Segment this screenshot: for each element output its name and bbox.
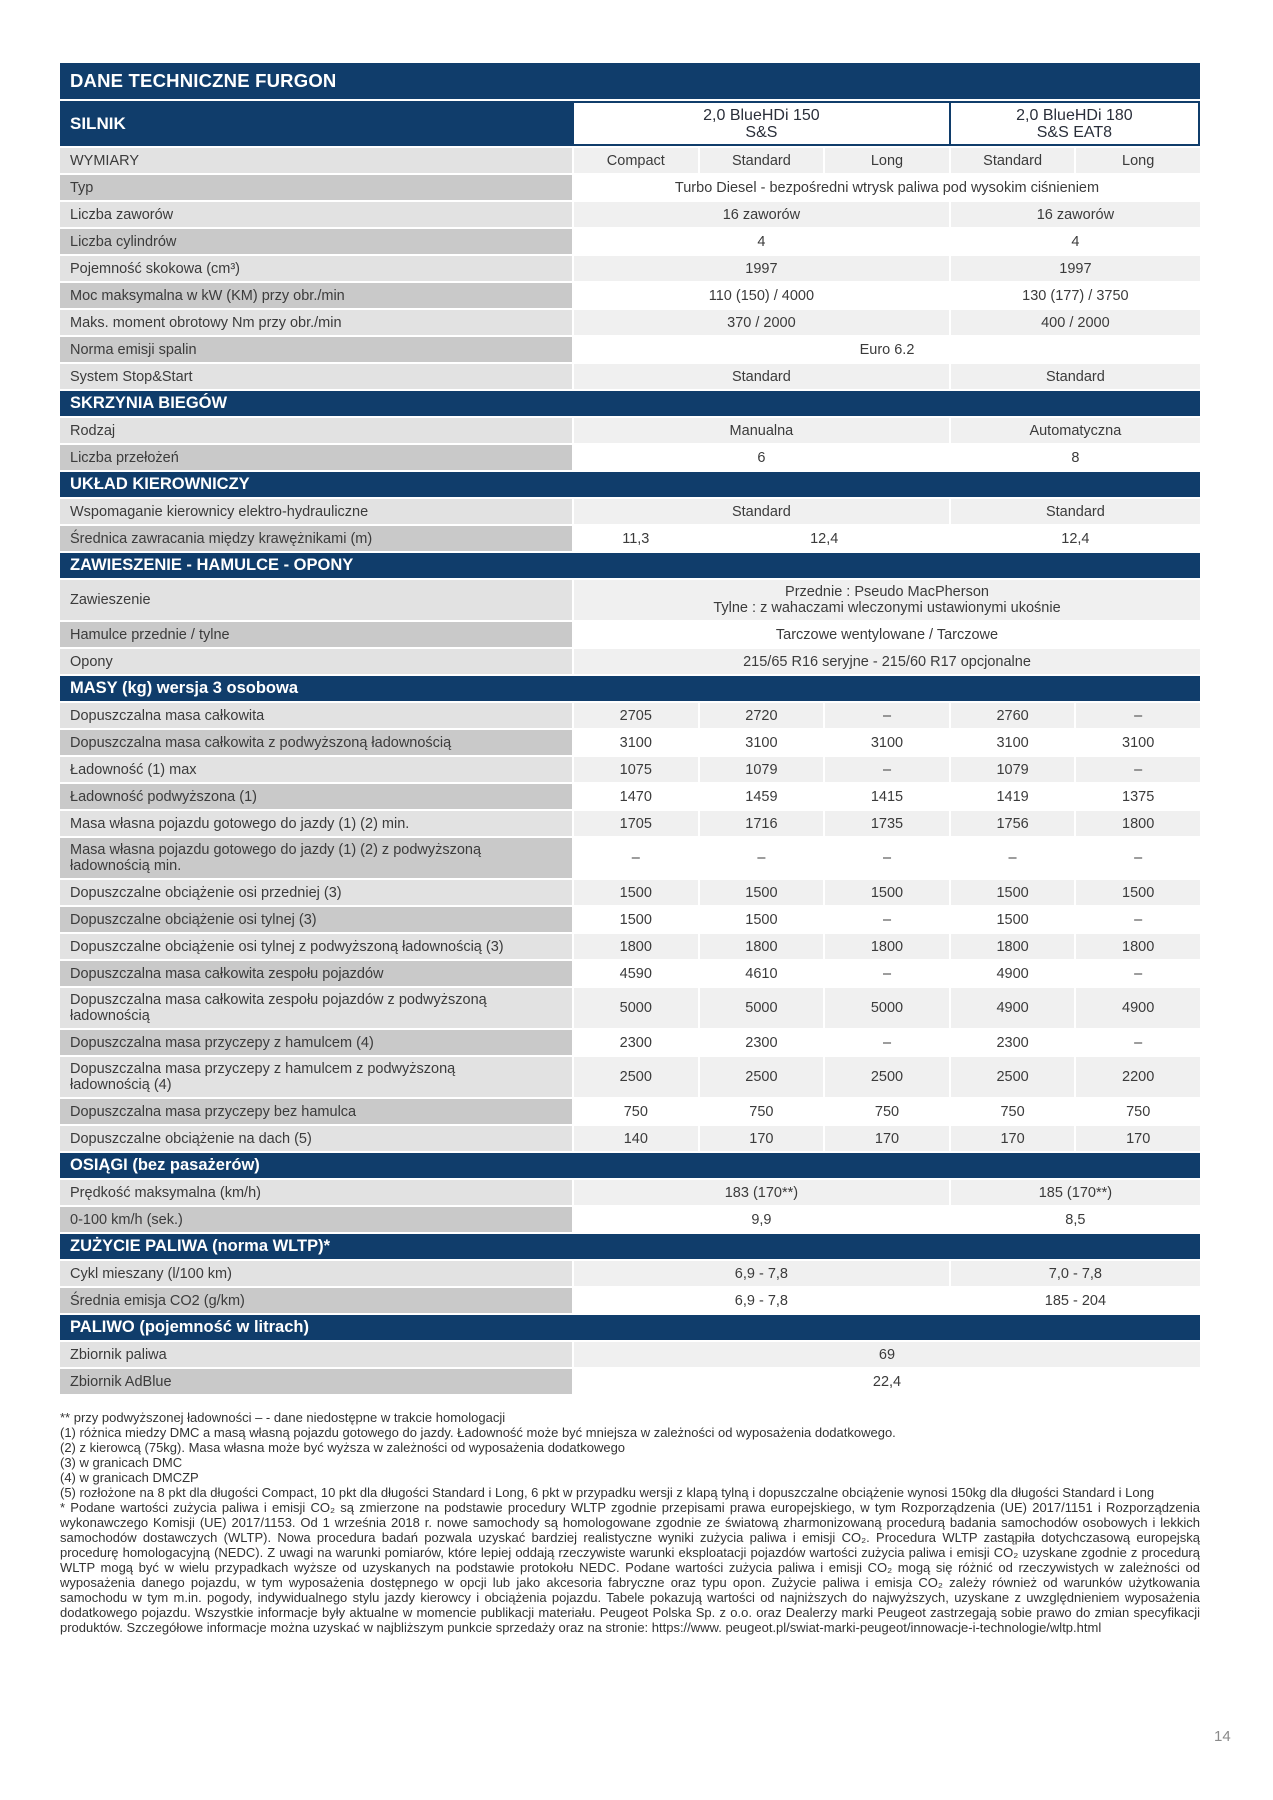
spec-value: 1500	[574, 907, 698, 932]
spec-value: 215/65 R16 seryjne - 215/60 R17 opcjonalne	[574, 649, 1200, 674]
spec-value: 110 (150) / 4000	[574, 283, 949, 308]
spec-value: –	[700, 838, 824, 878]
spec-value: Standard	[700, 148, 824, 173]
spec-value: 2705	[574, 703, 698, 728]
spec-value: 2300	[700, 1030, 824, 1055]
spec-value: 1500	[951, 907, 1075, 932]
spec-label: WYMIARY	[60, 148, 572, 173]
spec-row	[60, 1180, 1200, 1205]
spec-value: –	[574, 838, 698, 878]
spec-row	[60, 934, 1200, 959]
spec-row	[60, 580, 1200, 620]
spec-value: 1079	[951, 757, 1075, 782]
spec-row	[60, 1261, 1200, 1286]
section-header: MASY (kg) wersja 3 osobowa	[60, 676, 1200, 701]
spec-value: 1470	[574, 784, 698, 809]
spec-value: 1756	[951, 811, 1075, 836]
spec-value: 1415	[825, 784, 949, 809]
spec-value: 8,5	[951, 1207, 1200, 1232]
spec-value: 1800	[1076, 934, 1200, 959]
section-header: SKRZYNIA BIEGÓW	[60, 391, 1200, 416]
spec-label: Liczba zaworów	[60, 202, 572, 227]
spec-value: –	[825, 838, 949, 878]
spec-row	[60, 961, 1200, 986]
spec-row	[60, 418, 1200, 443]
section-header: PALIWO (pojemność w litrach)	[60, 1315, 1200, 1340]
spec-value: 11,3	[574, 526, 698, 551]
spec-row	[60, 175, 1200, 200]
spec-value: 4900	[951, 961, 1075, 986]
footnote: (3) w granicach DMC	[60, 1455, 183, 1470]
spec-value: 1800	[574, 934, 698, 959]
spec-row	[60, 880, 1200, 905]
spec-value: 1500	[700, 880, 824, 905]
spec-value: 750	[574, 1099, 698, 1124]
spec-value: 2300	[951, 1030, 1075, 1055]
spec-label: Dopuszczalne obciążenie osi tylnej (3)	[60, 907, 572, 932]
spec-label: Masa własna pojazdu gotowego do jazdy (1) (2) min.	[60, 811, 572, 836]
spec-value: 2500	[825, 1057, 949, 1097]
spec-value: 1500	[574, 880, 698, 905]
page-title: DANE TECHNICZNE FURGON	[60, 63, 1200, 99]
spec-value: Manualna	[574, 418, 949, 443]
spec-value: 8	[951, 445, 1200, 470]
spec-value: 1800	[951, 934, 1075, 959]
spec-value: 1500	[951, 880, 1075, 905]
spec-label: Średnica zawracania między krawężnikami (m)	[60, 526, 572, 551]
spec-value: 1800	[825, 934, 949, 959]
spec-value: 750	[951, 1099, 1075, 1124]
spec-row	[60, 1369, 1200, 1394]
spec-label: Dopuszczalna masa całkowita zespołu pojazdów	[60, 961, 572, 986]
spec-value: 3100	[700, 730, 824, 755]
spec-value: 12,4	[700, 526, 949, 551]
spec-value: 1705	[574, 811, 698, 836]
spec-value: 22,4	[574, 1369, 1200, 1394]
spec-label: Dopuszczalne obciążenie osi przedniej (3)	[60, 880, 572, 905]
spec-row	[60, 838, 1200, 878]
spec-row	[60, 907, 1200, 932]
spec-value: Standard	[574, 364, 949, 389]
spec-row	[60, 256, 1200, 281]
spec-value: 6,9 - 7,8	[574, 1261, 949, 1286]
footnote: (1) różnica miedzy DMC a masą własną pojazdu gotowego do jazdy. Ładowność może być mniejsza w zależności od wyposażenia dodatkowego.	[60, 1425, 896, 1440]
spec-value: 2200	[1076, 1057, 1200, 1097]
spec-label: Dopuszczalna masa całkowita z podwyższoną ładownością	[60, 730, 572, 755]
spec-value: 183 (170**)	[574, 1180, 949, 1205]
spec-value: 1997	[574, 256, 949, 281]
spec-label: Dopuszczalna masa całkowita	[60, 703, 572, 728]
engine-header-row	[60, 101, 1200, 146]
spec-value: 3100	[574, 730, 698, 755]
spec-value: 1800	[1076, 811, 1200, 836]
spec-row	[60, 337, 1200, 362]
spec-value: 1419	[951, 784, 1075, 809]
page-number: 14	[1214, 1728, 1231, 1745]
spec-value: 16 zaworów	[951, 202, 1200, 227]
spec-value: 4	[574, 229, 949, 254]
spec-value: 4610	[700, 961, 824, 986]
spec-value: 69	[574, 1342, 1200, 1367]
spec-label: Liczba przełożeń	[60, 445, 572, 470]
spec-value: 1375	[1076, 784, 1200, 809]
spec-label: Dopuszczalna masa przyczepy bez hamulca	[60, 1099, 572, 1124]
spec-label: Dopuszczalna masa przyczepy z hamulcem z podwyższoną ładownością (4)	[60, 1057, 572, 1097]
spec-value: –	[825, 703, 949, 728]
spec-label: 0-100 km/h (sek.)	[60, 1207, 572, 1232]
engine-header-label: SILNIK	[70, 113, 126, 133]
spec-label: Pojemność skokowa (cm³)	[60, 256, 572, 281]
spec-label: Dopuszczalne obciążenie osi tylnej z podwyższoną ładownością (3)	[60, 934, 572, 959]
spec-value: –	[1076, 757, 1200, 782]
footnote: ** przy podwyższonej ładowności – - dane niedostępne w trakcie homologacji	[60, 1410, 506, 1425]
spec-value: 7,0 - 7,8	[951, 1261, 1200, 1286]
spec-label: Liczba cylindrów	[60, 229, 572, 254]
spec-value: 3100	[825, 730, 949, 755]
spec-value: 5000	[574, 988, 698, 1028]
spec-label: Zawieszenie	[60, 580, 572, 620]
spec-value: 4	[951, 229, 1200, 254]
spec-label: Zbiornik AdBlue	[60, 1369, 572, 1394]
spec-value: Standard	[574, 499, 949, 524]
spec-row	[60, 730, 1200, 755]
spec-value: 1800	[700, 934, 824, 959]
spec-label: Maks. moment obrotowy Nm przy obr./min	[60, 310, 572, 335]
spec-value: 170	[1076, 1126, 1200, 1151]
spec-row	[60, 784, 1200, 809]
spec-row	[60, 283, 1200, 308]
spec-row	[60, 1207, 1200, 1232]
spec-value: Standard	[951, 148, 1075, 173]
spec-table	[60, 63, 1200, 1396]
spec-label: Hamulce przednie / tylne	[60, 622, 572, 647]
spec-value: 400 / 2000	[951, 310, 1200, 335]
spec-label: Średnia emisja CO2 (g/km)	[60, 1288, 572, 1313]
footnote: (4) w granicach DMCZP	[60, 1470, 199, 1485]
section-header: UKŁAD KIEROWNICZY	[60, 472, 1200, 497]
section-header: ZAWIESZENIE - HAMULCE - OPONY	[60, 553, 1200, 578]
spec-value: 6	[574, 445, 949, 470]
spec-value: 3100	[1076, 730, 1200, 755]
spec-value: 1079	[700, 757, 824, 782]
section-header: ZUŻYCIE PALIWA (norma WLTP)*	[60, 1234, 1200, 1259]
spec-label: Moc maksymalna w kW (KM) przy obr./min	[60, 283, 572, 308]
spec-row	[60, 445, 1200, 470]
spec-row	[60, 148, 1200, 173]
spec-label: Rodzaj	[60, 418, 572, 443]
spec-value: 4900	[1076, 988, 1200, 1028]
spec-value: Przednie : Pseudo MacPherson Tylne : z wahaczami wleczonymi ustawionymi ukośnie	[574, 580, 1200, 620]
spec-row	[60, 310, 1200, 335]
spec-row	[60, 1030, 1200, 1055]
spec-value: 170	[951, 1126, 1075, 1151]
spec-value: –	[825, 757, 949, 782]
spec-value: 130 (177) / 3750	[951, 283, 1200, 308]
spec-row	[60, 229, 1200, 254]
spec-value: 5000	[825, 988, 949, 1028]
spec-value: 9,9	[574, 1207, 949, 1232]
spec-value: 1500	[1076, 880, 1200, 905]
spec-value: 185 (170**)	[951, 1180, 1200, 1205]
spec-value: –	[1076, 1030, 1200, 1055]
spec-label: Zbiornik paliwa	[60, 1342, 572, 1367]
spec-value: Tarczowe wentylowane / Tarczowe	[574, 622, 1200, 647]
spec-value: 750	[700, 1099, 824, 1124]
footnote: (2) z kierowcą (75kg). Masa własna może być wyższa w zależności od wyposażenia dodatkowego	[60, 1440, 626, 1455]
spec-label: Norma emisji spalin	[60, 337, 572, 362]
engine-180-header: 2,0 BlueHDi 180 S&S EAT8	[951, 103, 1198, 144]
spec-value: –	[1076, 838, 1200, 878]
spec-label: Dopuszczalne obciążenie na dach (5)	[60, 1126, 572, 1151]
spec-value: –	[825, 1030, 949, 1055]
spec-value: 1997	[951, 256, 1200, 281]
spec-value: –	[1076, 703, 1200, 728]
spec-label: Wspomaganie kierownicy elektro-hydrauliczne	[60, 499, 572, 524]
spec-value: Standard	[951, 499, 1200, 524]
spec-value: 2500	[700, 1057, 824, 1097]
engine-150-header: 2,0 BlueHDi 150 S&S	[574, 103, 949, 144]
spec-value: Long	[825, 148, 949, 173]
spec-value: 185 - 204	[951, 1288, 1200, 1313]
spec-value: Compact	[574, 148, 698, 173]
spec-value: 12,4	[951, 526, 1200, 551]
spec-value: Euro 6.2	[574, 337, 1200, 362]
spec-value: Long	[1076, 148, 1200, 173]
spec-row	[60, 1099, 1200, 1124]
spec-value: 1459	[700, 784, 824, 809]
spec-row	[60, 1342, 1200, 1367]
spec-row	[60, 622, 1200, 647]
spec-value: 2760	[951, 703, 1075, 728]
spec-value: 1716	[700, 811, 824, 836]
spec-row	[60, 364, 1200, 389]
spec-value: 2720	[700, 703, 824, 728]
spec-label: Dopuszczalna masa całkowita zespołu pojazdów z podwyższoną ładownością	[60, 988, 572, 1028]
spec-value: 16 zaworów	[574, 202, 949, 227]
spec-row	[60, 649, 1200, 674]
footnotes	[60, 1410, 1200, 1635]
spec-value: 2500	[951, 1057, 1075, 1097]
spec-value: 750	[825, 1099, 949, 1124]
spec-value: 1500	[700, 907, 824, 932]
spec-row	[60, 1288, 1200, 1313]
spec-value: 2300	[574, 1030, 698, 1055]
spec-row	[60, 757, 1200, 782]
section-header: OSIĄGI (bez pasażerów)	[60, 1153, 1200, 1178]
spec-value: 4590	[574, 961, 698, 986]
spec-value: –	[1076, 961, 1200, 986]
spec-value: 370 / 2000	[574, 310, 949, 335]
spec-label: Masa własna pojazdu gotowego do jazdy (1) (2) z podwyższoną ładownością min.	[60, 838, 572, 878]
spec-row	[60, 811, 1200, 836]
footnote: (5) rozłożone na 8 pkt dla długości Compact, 10 pkt dla długości Standard i Long, 6 pkt w przypadku wersji z klapą tylną i dopuszczalne obciążenie wynosi 150kg dla długości Standard i Long	[60, 1485, 1155, 1500]
spec-label: Cykl mieszany (l/100 km)	[60, 1261, 572, 1286]
spec-row	[60, 526, 1200, 551]
spec-value: 6,9 - 7,8	[574, 1288, 949, 1313]
spec-value: 1500	[825, 880, 949, 905]
spec-value: 170	[825, 1126, 949, 1151]
spec-row	[60, 202, 1200, 227]
spec-value: 2500	[574, 1057, 698, 1097]
spec-value: 3100	[951, 730, 1075, 755]
spec-value: 5000	[700, 988, 824, 1028]
spec-value: Turbo Diesel - bezpośredni wtrysk paliwa pod wysokim ciśnieniem	[574, 175, 1200, 200]
spec-label: Prędkość maksymalna (km/h)	[60, 1180, 572, 1205]
spec-row	[60, 988, 1200, 1028]
spec-value: –	[825, 961, 949, 986]
spec-value: –	[951, 838, 1075, 878]
spec-value: 170	[700, 1126, 824, 1151]
disclaimer-paragraph: * Podane wartości zużycia paliwa i emisji CO₂ są zmierzone na podstawie procedury WLTP zgodnie przepisami prawa europejskiego, w tym Rozporządzenia (UE) 2017/1151 i Rozporządzenia wykonawczego Komisji (UE) 2017/1153. Od 1 września 2018 r. nowe samochody są homologowane zgodnie ze światową zharmonizowaną procedurą badania samochodów osobowych i lekkich samochodów dostawczych (WLTP). Nowa procedura badań pozwala uzyskać bardziej realistyczne wyniki zużycia paliwa i emisji CO₂. Procedura WLTP zastąpiła dotychczasową europejską procedurę homologacyjną (NEDC). Z uwagi na warunki pomiarów, które lepiej oddają rzeczywiste warunki eksploatacji pojazdów wartości zużycia paliwa i emisji CO₂ uzyskane zgodnie z procedurą WLTP mogą być w wielu przypadkach wyższe od uzyskanych na podstawie protokołu NEDC. Podane wartości zużycia paliwa i emisji CO₂ mogą się różnić od rzeczywistych w zależności od wyposażenia danego pojazdu, w tym wyposażenia dostępnego w opcji lub jako akcesoria fabryczne oraz typu opon. Zużycie paliwa i emisja CO₂ zależy również od warunków użytkowania samochodu w tym m.in. pogody, indywidualnego stylu jazdy kierowcy i obciążenia pojazdu. Tabele pokazują wartości od najniższych do najwyższych, uzyskane z uwzględnieniem wyposażenia dodatkowego pojazdu. Wszystkie informacje były aktualne w momencie publikacji materiału. Peugeot Polska Sp. z o.o. oraz Dealerzy marki Peugeot zastrzegają sobie prawo do zmian specyfikacji produktów. Szczegółowe informacje można uzyskać w najbliższym punkcie sprzedaży oraz na stronie: https://www. peugeot.pl/swiat-marki-peugeot/innowacje-i-technologie/wltp.html	[60, 1500, 1200, 1635]
spec-row	[60, 1057, 1200, 1097]
spec-label: Dopuszczalna masa przyczepy z hamulcem (4)	[60, 1030, 572, 1055]
spec-value: Standard	[951, 364, 1200, 389]
spec-value: Automatyczna	[951, 418, 1200, 443]
spec-value: 4900	[951, 988, 1075, 1028]
spec-label: Typ	[60, 175, 572, 200]
spec-row	[60, 499, 1200, 524]
spec-label: Ładowność podwyższona (1)	[60, 784, 572, 809]
spec-value: 140	[574, 1126, 698, 1151]
spec-row	[60, 703, 1200, 728]
spec-row	[60, 1126, 1200, 1151]
spec-label: System Stop&Start	[60, 364, 572, 389]
spec-label: Ładowność (1) max	[60, 757, 572, 782]
spec-value: –	[1076, 907, 1200, 932]
spec-value: 750	[1076, 1099, 1200, 1124]
spec-label: Opony	[60, 649, 572, 674]
spec-value: 1075	[574, 757, 698, 782]
spec-value: –	[825, 907, 949, 932]
spec-value: 1735	[825, 811, 949, 836]
